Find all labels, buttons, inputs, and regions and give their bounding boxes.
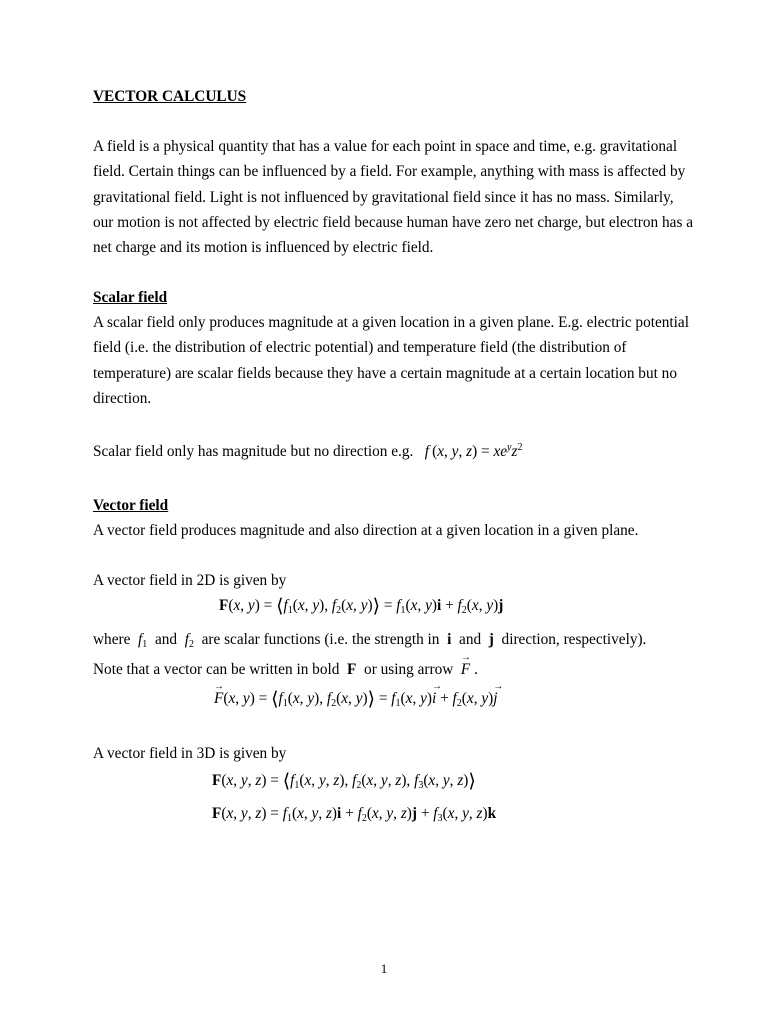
vector-field-heading: Vector field xyxy=(93,497,169,514)
scalar-functions-line: where $f_1$ and $f_2$ are scalar functions (i.e. the strength in i and j direction, respectively). xyxy=(93,631,647,650)
vector-field-paragraph: A vector field produces magnitude and also direction at a given location in a given plane. xyxy=(93,522,639,539)
scalar-example-text: Scalar field only has magnitude but no direction e.g. xyxy=(93,443,414,460)
page-number: 1 xyxy=(380,961,388,976)
vector-2d-formula-arrow: → F(x, $y) = ⟨f_1(x$, y), $f_2(x$, y)⟩ = $f_1(x$, $y)\to i + f_2(x$, y)→ j xyxy=(214,690,498,708)
scalar-example-formula: f (x, y, $z) = xe^yz^2$ xyxy=(424,442,523,460)
vector-2d-intro: A vector field in 2D is given by xyxy=(93,572,287,589)
scalar-example-line xyxy=(93,443,522,461)
document-title: VECTOR CALCULUS xyxy=(93,88,247,105)
notation-note-line: Note that a vector can be written in bold F or using arrow → F . xyxy=(93,661,478,679)
intro-paragraph: A field is a physical quantity that has a value for each point in space and time, e.g. gravitational field. Certain things can be influenced by a field. For example, anything with mass is affected by gravitational field. Light is not influenced by gravitational field since it has no mass. Similarly, our motion is not affected by electric field because human have zero net charge, but electron has a net charge and its motion is influenced by electric field. xyxy=(93,138,694,257)
scalar-field-heading: Scalar field xyxy=(93,289,168,306)
vector-3d-intro: A vector field in 3D is given by xyxy=(93,745,287,762)
vector-2d-formula-bold: F(x, $y) = ⟨f_1(x$, y), $f_2(x$, y)⟩ = $f_1(x$, $y)i + f_2(x$, y)j xyxy=(219,596,504,617)
vector-3d-formula-tuple: F(x, y, $z) = ⟨f_1(x$, y, z), $f_2(x$, y, z), $f_3(x$, y, z)⟩ xyxy=(212,771,476,792)
scalar-field-paragraph: A scalar field only produces magnitude at a given location in a given plane. E.g. electric potential field (i.e. the distribution of electric potential) and temperature field (the distribution of temperature) are scalar fields because they have a certain magnitude at a certain location but no direction. xyxy=(93,314,689,407)
vector-3d-formula-components: F(x, y, $z) = f_1(x$, y, $z)i + f_2(x$, y, $z)j + f_3(x$, y, z)k xyxy=(212,805,497,824)
